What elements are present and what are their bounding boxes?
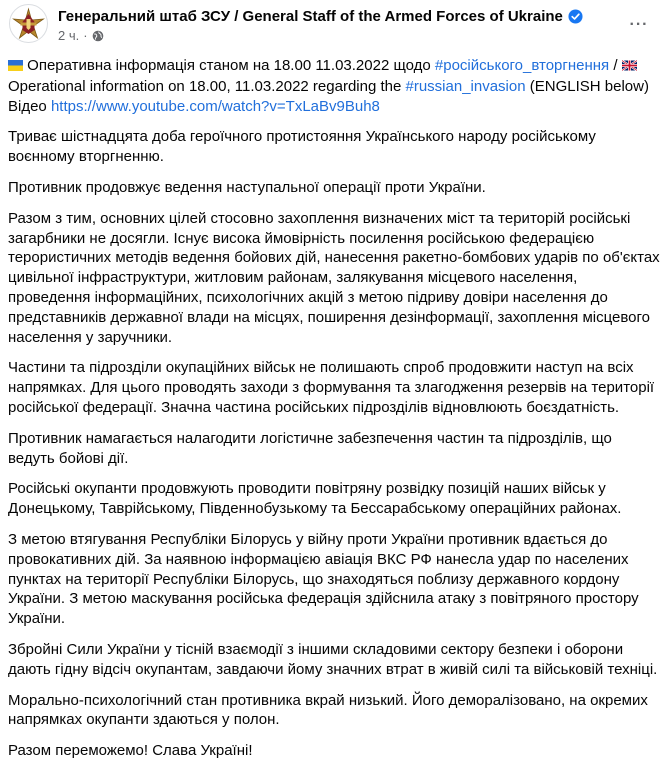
meta-separator: ·: [83, 28, 88, 43]
intro-ua-text: Оперативна інформація станом на 18.00 11.03.2022 щодо: [23, 57, 435, 74]
paragraph: Триває шістнадцята доба героїчного протистояння Українського народу російському воєнному вторгненню.: [8, 128, 596, 166]
video-link[interactable]: https://www.youtube.com/watch?v=TxLaBv9Buh8: [50, 97, 380, 115]
paragraph: Разом з тим, основних цілей стосовно захоплення визначених міст та територій російські загарбники не досягли. Існує висока ймовірність посилення російською федерацією терористичних методів ведення бойових дій, нанесення ракетно-бомбових ударів по об'єктах цивільної інфраструктури, житловим районам, залякування місцевого населення, проведення інформаційних, психологічних акцій з метою підриву довіри населення до представників державної влади на місцях, поширення дезінформації, захоплення місцевого населення у заручники.: [8, 209, 660, 346]
more-options-button[interactable]: [624, 10, 654, 40]
video-label: Відео: [8, 97, 51, 115]
post-timestamp[interactable]: 2 ч.: [58, 28, 80, 43]
hashtag-russian-invasion-en[interactable]: #russian_invasion: [405, 77, 526, 95]
author-line: [58, 7, 583, 26]
paragraph: Російські окупанти продовжують проводити повітряну розвідку позицій наших військ у Донецькому, Таврійському, Південнобузькому та Бессарабському операційних районах.: [8, 480, 622, 518]
post-body: [8, 56, 660, 772]
armed-forces-emblem-icon: [10, 5, 47, 42]
paragraph: Противник продовжує ведення наступальної операції проти України.: [8, 178, 486, 196]
intro-ua-tail: /: [609, 57, 622, 74]
intro-en-tail: (ENGLISH below): [525, 77, 649, 95]
paragraph: Противник намагається налагодити логістичне забезпечення частин та підрозділів, що ведуть бойові дії.: [8, 429, 612, 467]
verified-badge-icon: [568, 9, 583, 24]
globe-icon[interactable]: [92, 30, 104, 42]
hashtag-russian-invasion-ua[interactable]: #російського_вторгнення: [434, 57, 610, 74]
post-header: [0, 0, 670, 52]
paragraph: Збройні Сили України у тісній взаємодії з іншими складовими сектору безпеки і оборони дають гідну відсіч окупантам, завдаючи йому значних втрат в живій силі та військовій техніці.: [8, 640, 658, 678]
paragraph: Морально-психологічний стан противника вкрай низький. Його деморалізовано, на окремих напрямках окупанти здаються у полон.: [8, 691, 648, 729]
paragraph: Разом переможемо! Слава Україні!: [8, 742, 253, 760]
paragraph: Частини та підрозділи окупаційних військ не полишають спроб продовжити наступ на всіх напрямках. Для цього проводять заходи з формування та злагодження резервів на території російської федерації. Значна частина російських підрозділів відновлюють боєздатність.: [8, 359, 655, 416]
avatar[interactable]: [9, 4, 48, 43]
post-meta: [58, 28, 104, 44]
uk-flag-icon: [622, 57, 637, 77]
paragraph: З метою втягування Республіки Білорусь у війну проти України противник вдається до провокативних дій. За наявною інформацією авіація ВКС РФ нанесла удар по населених пунктах на території Республіки Білорусь, що знаходяться поблизу державного кордону України. З метою маскування російська федерація здійснила атаку з повітряного простору України.: [8, 530, 639, 628]
more-options-icon: ···: [629, 16, 649, 33]
intro-paragraph: [8, 56, 660, 116]
author-name[interactable]: Генеральний штаб ЗСУ / General Staff of the Armed Forces of Ukraine: [58, 8, 563, 25]
intro-en-text: Operational information on 18.00, 11.03.2022 regarding the: [8, 77, 406, 95]
ukraine-flag-icon: [8, 57, 23, 77]
